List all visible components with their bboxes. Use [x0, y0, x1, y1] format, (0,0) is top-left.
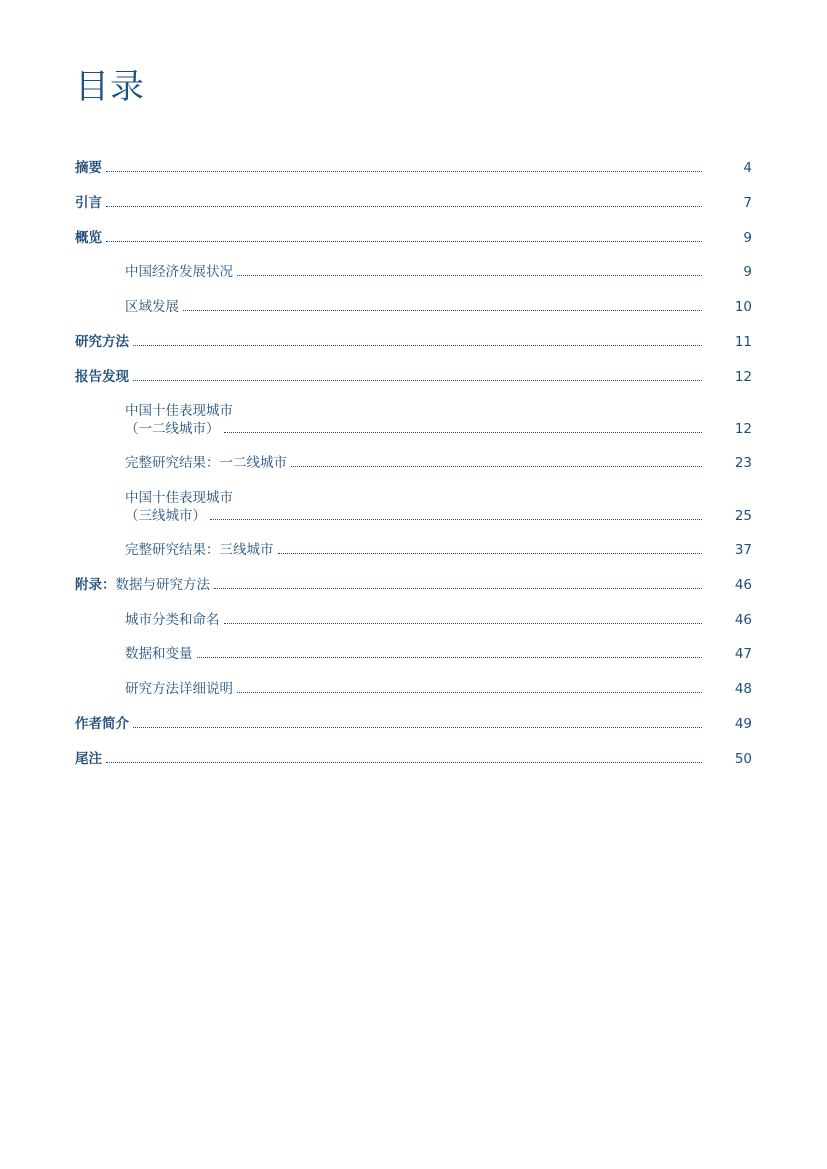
toc-entry-label [75, 576, 214, 594]
toc-page-number: 47 [734, 646, 752, 662]
toc-page-number: 10 [734, 299, 752, 315]
page-title: 目录 [75, 67, 145, 107]
toc-entry-label: （三线城市） [125, 508, 206, 524]
toc-entry-authors[interactable] [75, 715, 752, 733]
dot-leader [291, 466, 702, 467]
toc-entry-regional-development[interactable] [125, 298, 752, 316]
toc-entry-label: 报告发现 [75, 369, 129, 385]
toc-entry-findings[interactable] [75, 368, 752, 386]
toc-entry-full-results-tier3[interactable] [125, 541, 752, 559]
toc-page-number: 25 [734, 508, 752, 524]
dot-leader [133, 727, 702, 728]
toc-entry-appendix[interactable] [75, 576, 752, 594]
toc-entry-endnotes[interactable] [75, 750, 752, 768]
toc-page-number: 9 [743, 264, 752, 280]
dot-leader [106, 241, 702, 242]
toc-entry-methodology-detail[interactable] [125, 680, 752, 698]
dot-leader [237, 275, 702, 276]
toc-entry-label: 尾注 [75, 751, 102, 767]
toc-entry-abstract[interactable] [75, 159, 752, 177]
appendix-prefix: 附录： [75, 577, 116, 593]
toc-entry-label: 城市分类和命名 [125, 612, 220, 628]
dot-leader [133, 345, 702, 346]
toc-entry-label-line1: 中国十佳表现城市 [125, 490, 233, 506]
toc-page-number: 37 [734, 542, 752, 558]
toc-entry-methodology[interactable] [75, 333, 752, 351]
toc-page-number: 50 [734, 751, 752, 767]
toc-entry-label-line1: 中国十佳表现城市 [125, 403, 233, 419]
dot-leader [133, 380, 702, 381]
toc-entry-label: 数据和变量 [125, 646, 193, 662]
toc-page-number: 9 [743, 230, 752, 246]
toc-page-number: 49 [734, 716, 752, 732]
dot-leader [197, 657, 703, 658]
toc-page-number: 7 [743, 195, 752, 211]
toc-entry-label: （一二线城市） [125, 421, 220, 437]
toc-page-number: 4 [743, 160, 752, 176]
toc-entry-label: 摘要 [75, 160, 102, 176]
dot-leader [237, 692, 702, 693]
toc-entry-city-classification[interactable] [125, 611, 752, 629]
toc-page-number: 11 [734, 334, 752, 350]
toc-entry-top10-tier3[interactable] [125, 489, 752, 525]
dot-leader [106, 206, 702, 207]
dot-leader [214, 588, 702, 589]
dot-leader [224, 432, 703, 433]
toc-entry-label: 引言 [75, 195, 102, 211]
toc-page-number: 46 [734, 577, 752, 593]
toc-page-number: 46 [734, 612, 752, 628]
dot-leader [210, 519, 702, 520]
dot-leader [278, 553, 703, 554]
toc-entry-label: 区域发展 [125, 299, 179, 315]
dot-leader [183, 310, 702, 311]
toc-entry-label: 研究方法 [75, 334, 129, 350]
toc-entry-label: 完整研究结果：一二线城市 [125, 455, 287, 471]
dot-leader [106, 171, 702, 172]
toc-entry-overview[interactable] [75, 229, 752, 247]
toc-page-number: 12 [734, 421, 752, 437]
toc-entry-introduction[interactable] [75, 194, 752, 212]
toc-page-number: 23 [734, 455, 752, 471]
dot-leader [224, 623, 703, 624]
toc-entry-label: 概览 [75, 230, 102, 246]
toc-entry-full-results-tier12[interactable] [125, 454, 752, 472]
toc-entry-label: 完整研究结果：三线城市 [125, 542, 274, 558]
toc-entry-data-variables[interactable] [125, 645, 752, 663]
toc-entry-label: 中国经济发展状况 [125, 264, 233, 280]
toc-entry-label: 研究方法详细说明 [125, 681, 233, 697]
toc-entry-top10-tier12[interactable] [125, 402, 752, 438]
appendix-title: 数据与研究方法 [115, 577, 210, 593]
toc-page-number: 48 [734, 681, 752, 697]
toc-entry-label: 作者简介 [75, 716, 129, 732]
toc-entry-china-economy[interactable] [125, 263, 752, 281]
dot-leader [106, 762, 702, 763]
toc-page-number: 12 [734, 369, 752, 385]
